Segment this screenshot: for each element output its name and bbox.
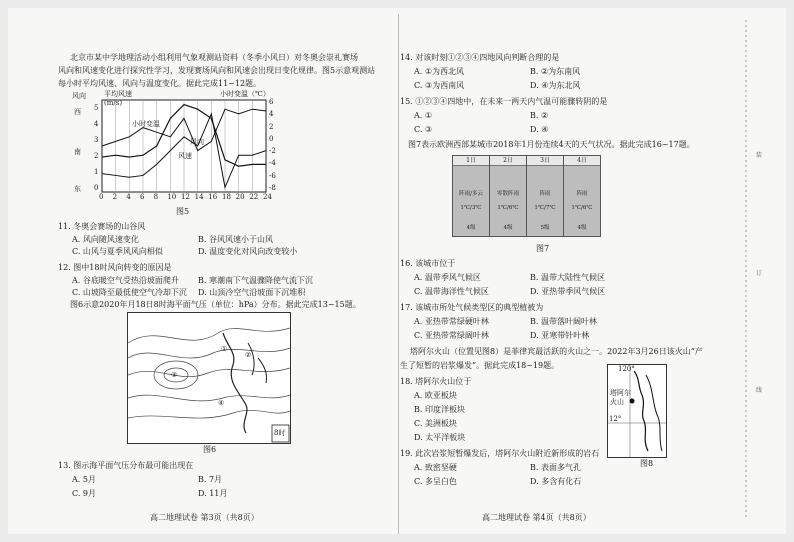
- q17-option-a: A. 亚热带常绿硬叶林: [414, 317, 489, 326]
- fig5-right-tick: 4: [269, 110, 274, 119]
- fig5-y-left-unit: (m/s): [104, 99, 123, 107]
- fig7-caption: 图7: [536, 244, 550, 253]
- fig5-x-tick: 20: [235, 193, 245, 201]
- q11-option-c: C. 山风与夏季风风向相似: [72, 247, 163, 256]
- figure-5: [70, 90, 290, 212]
- intro-line-2: 风向和风速变化进行探究性学习，发现赛场风向和风速会出现日变化规律。图5示意观测站: [58, 66, 376, 75]
- q11-option-d: D. 温度变化对风向改变较小: [198, 247, 298, 256]
- q12-option-b: B. 寒潮南下气温骤降使气流下沉: [198, 276, 313, 285]
- q11-option-b: B. 谷风风速小于山风: [198, 235, 273, 244]
- fig5-right-tick: 0: [269, 134, 274, 143]
- fig5-right-tick: -2: [269, 147, 276, 156]
- q15-option-c: C. ③: [414, 125, 433, 134]
- fig5-y-left-title: 平均风速: [104, 90, 132, 98]
- q13-option-c: C. 9月: [72, 489, 97, 498]
- fig5-left-tick: 5: [94, 104, 99, 112]
- q16-stem: 16. 该城市位于: [400, 259, 456, 268]
- q16-option-c: C. 温带海洋性气候区: [414, 287, 489, 296]
- footer-left: 高二地理试卷 第3页（共8页）: [150, 513, 259, 522]
- fig6-caption: 图6: [203, 445, 217, 454]
- fig5-left-tick: 0: [94, 184, 99, 192]
- q15-option-b: B. ②: [530, 111, 549, 120]
- q11-stem: 11. 冬奥会赛场的山谷风: [58, 222, 146, 231]
- q14-option-d: D. ④为东北风: [530, 81, 581, 90]
- q15-option-d: D. ④: [530, 125, 549, 134]
- intro-fig8-line-2: 生了短暂的岩浆爆发”。据此完成18~19题。: [400, 361, 560, 370]
- fig5-x-tick: 14: [194, 193, 204, 201]
- fig5-dir-east: 东: [74, 185, 81, 193]
- figure-8-map: [607, 364, 667, 458]
- fig5-right-tick: 2: [269, 122, 274, 131]
- column-divider: [398, 14, 399, 534]
- q15-option-a: A. ①: [414, 111, 433, 120]
- q19-option-b: B. 表面多气孔: [530, 463, 581, 472]
- binding-mark-1: 装: [756, 152, 763, 159]
- fig8-caption: 图8: [640, 459, 654, 468]
- q12-stem: 12. 图中18时风向转变的原因是: [58, 263, 172, 272]
- q18-option-a: A. 欧亚板块: [414, 391, 457, 400]
- fig5-left-tick: 2: [94, 152, 99, 160]
- fig8-lon-label: 120°: [618, 365, 635, 373]
- q17-option-c: C. 亚热带常绿阔叶林: [414, 331, 489, 340]
- q13-option-b: B. 7月: [198, 475, 223, 484]
- fig5-caption: 图5: [176, 207, 190, 216]
- fig5-series-temp: 小时变温: [132, 120, 160, 128]
- fig5-x-tick: 24: [263, 193, 272, 201]
- fig6-marker-1: ①: [221, 345, 228, 353]
- fig5-x-tick: 16: [208, 193, 218, 201]
- q19-option-a: A. 致密坚硬: [414, 463, 457, 472]
- q14-option-c: C. ③为西南风: [414, 81, 465, 90]
- fig7-day-4: 4日 阵雨 1℃/6℃ 4级: [563, 155, 601, 237]
- q12-option-a: A. 谷底暖空气受热沿坡面爬升: [72, 276, 179, 285]
- q13-option-a: A. 5月: [72, 475, 96, 484]
- intro-line-1: 北京市某中学地理活动小组利用气象观测站资料（冬季小风日）对冬奥会崇礼赛场: [70, 53, 358, 62]
- q12-option-c: C. 山坡降至最低使空气冷却下沉: [72, 288, 187, 297]
- fig5-right-tick: -4: [269, 159, 276, 168]
- q13-stem: 13. 图示海平面气压分布最可能出现在: [58, 461, 194, 470]
- intro-fig6: 图6示意2020年月18日8时海平面气压（单位：hPa）分布。据此完成13~15题。: [70, 300, 361, 309]
- fig8-lat-label: 12°: [609, 415, 622, 423]
- q19-stem: 19. 此次岩浆短暂爆发后，塔阿尔火山附近新形成的岩石: [400, 449, 600, 458]
- q12-option-d: D. 山顶冷空气沿坡面下沉堆积: [198, 288, 306, 297]
- fig8-volcano-label: 塔阿尔火山: [610, 389, 631, 406]
- fig7-day-3: 3日 阵雨 1℃/7℃ 5级: [526, 155, 564, 237]
- fig5-y-right-title: 小时变温（℃）: [220, 90, 270, 98]
- q15-stem: 15. ①②③④四地中，在未来一两天内气温可能骤转阴的是: [400, 97, 608, 106]
- fig7-day-1: 1日 阵雨/多云 1℃/3℃ 4级: [452, 155, 490, 237]
- fig6-time-label: 8时: [274, 429, 286, 437]
- q13-option-d: D. 11月: [198, 489, 228, 498]
- fig5-dir-west: 西: [74, 108, 81, 116]
- q14-stem: 14. 对该时刻①②③④四地风向判断合理的是: [400, 53, 560, 62]
- fig5-x-tick: 12: [181, 193, 190, 201]
- intro-line-3: 每小时平均风速、风向与温度变化。据此完成11~12题。: [58, 79, 262, 88]
- fig5-dir-south: 南: [74, 148, 81, 156]
- fig5-series-wind: 风速: [178, 152, 192, 160]
- q18-option-c: C. 美洲板块: [414, 419, 457, 428]
- fig5-right-tick: -6: [269, 171, 276, 180]
- fig7-day-2: 2日 零散阵雨 1℃/6℃ 4级: [489, 155, 527, 237]
- q17-option-d: D. 亚寒带针叶林: [530, 331, 590, 340]
- figure-6-map: [127, 312, 291, 444]
- fig5-left-tick: 1: [94, 168, 99, 176]
- q18-option-b: B. 印度洋板块: [414, 405, 465, 414]
- fig5-series-dir: 风向: [190, 138, 204, 146]
- intro-fig8-line-1: 塔阿尔火山（位置见图8）是菲律宾最活跃的火山之一。2022年3月26日该火山“产: [410, 347, 703, 356]
- q17-option-b: B. 温带落叶阔叶林: [530, 317, 597, 326]
- fig5-x-tick: 4: [126, 193, 131, 201]
- fig8-outline: [608, 365, 666, 457]
- fig6-isobars: [128, 313, 290, 443]
- fig5-left-tick: 3: [94, 136, 99, 144]
- intro-fig7: 图7表示欧洲西部某城市2018年1月份连续4天的天气状况。据此完成16~17题。: [408, 140, 695, 149]
- q16-option-d: D. 亚热带季风气候区: [530, 287, 606, 296]
- fig5-dir-label: 风向: [72, 92, 86, 100]
- fig5-x-tick: 8: [153, 193, 159, 201]
- q14-option-a: A. ①为西北风: [414, 67, 465, 76]
- q17-stem: 17. 该城市所处气候类型区的典型植被为: [400, 303, 544, 312]
- fig5-x-tick: 2: [112, 193, 118, 201]
- q14-option-b: B. ②为东南风: [530, 67, 581, 76]
- fig5-x-tick: 22: [249, 193, 259, 201]
- binding-mark-2: 订: [756, 270, 763, 277]
- q16-option-a: A. 温带季风气候区: [414, 273, 481, 282]
- fig6-marker-3: ③: [171, 371, 178, 379]
- fig5-right-tick: -8: [269, 184, 276, 192]
- q11-option-a: A. 风向随风速变化: [72, 235, 139, 244]
- q18-option-d: D. 太平洋板块: [414, 433, 466, 442]
- binding-line: [744, 20, 748, 520]
- fig6-marker-2: ②: [245, 351, 252, 359]
- q16-option-b: B. 温带大陆性气候区: [530, 273, 605, 282]
- footer-right: 高二地理试卷 第4页（共8页）: [482, 513, 591, 522]
- fig5-left-tick: 4: [94, 120, 99, 128]
- fig6-marker-4: ④: [218, 399, 225, 407]
- fig5-x-tick: 18: [222, 193, 231, 201]
- fig5-x-tick: 6: [140, 193, 145, 201]
- fig5-right-tick: 6: [269, 98, 274, 106]
- binding-mark-3: 线: [756, 387, 763, 394]
- fig5-x-tick: 0: [99, 193, 104, 201]
- q18-stem: 18. 塔阿尔火山位于: [400, 377, 472, 386]
- fig5-x-tick: 10: [167, 193, 177, 201]
- q19-option-c: C. 多呈白色: [414, 477, 457, 486]
- q19-option-d: D. 多含有化石: [530, 477, 582, 486]
